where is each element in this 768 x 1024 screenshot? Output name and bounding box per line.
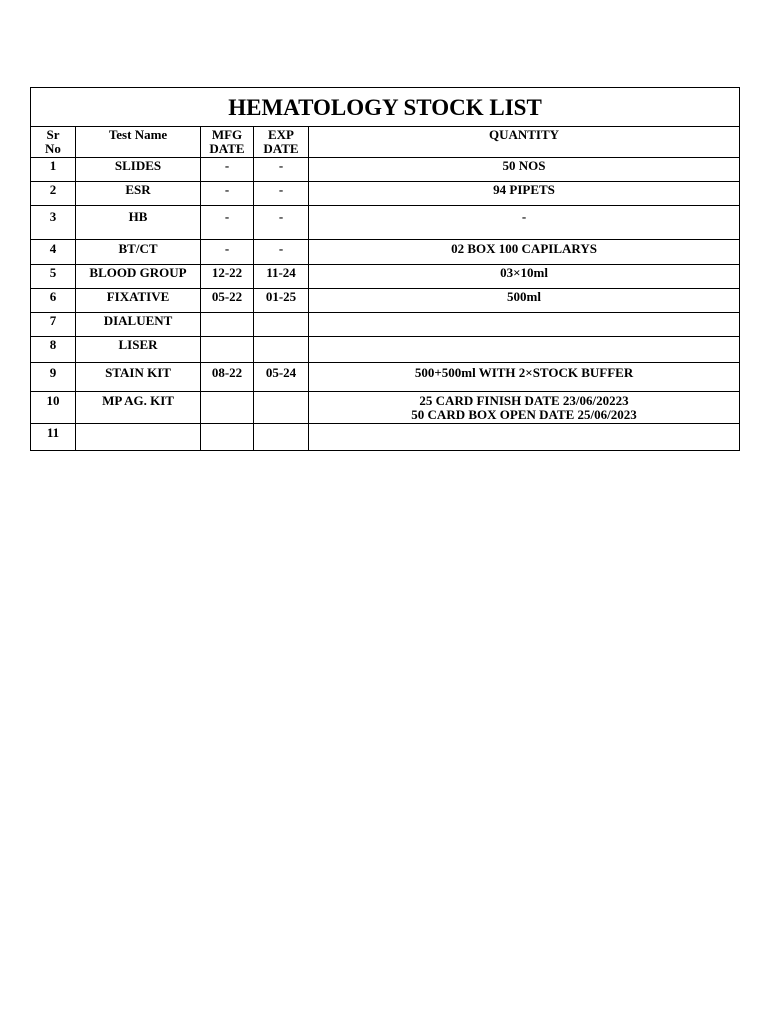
table-row [31, 206, 740, 240]
header-mfg-date [201, 127, 254, 158]
cell-exp-date [254, 337, 309, 363]
cell-exp-date: 05-24 [254, 363, 309, 392]
cell-quantity: 500+500ml WITH 2×STOCK BUFFER [309, 363, 740, 392]
table-row [31, 337, 740, 363]
cell-exp-date [254, 424, 309, 451]
cell-sr: 4 [31, 240, 76, 265]
cell-sr: 10 [31, 392, 76, 424]
quantity-line-1: 25 CARD FINISH DATE 23/06/20223 [419, 393, 629, 408]
cell-exp-date: 11-24 [254, 265, 309, 289]
cell-test-name: STAIN KIT [76, 363, 201, 392]
table-row [31, 424, 740, 451]
cell-test-name: LISER [76, 337, 201, 363]
cell-mfg-date: 12-22 [201, 265, 254, 289]
header-sr-line2: No [45, 141, 61, 156]
cell-sr: 8 [31, 337, 76, 363]
header-exp-line2: DATE [263, 141, 299, 156]
cell-quantity [309, 337, 740, 363]
header-mfg-line2: DATE [209, 141, 245, 156]
cell-exp-date [254, 313, 309, 337]
header-quantity: QUANTITY [309, 127, 740, 158]
page-title: HEMATOLOGY STOCK LIST [31, 88, 740, 127]
cell-sr: 11 [31, 424, 76, 451]
cell-exp-date: - [254, 240, 309, 265]
header-exp-line1: EXP [268, 127, 294, 142]
cell-sr: 3 [31, 206, 76, 240]
stock-table [30, 87, 740, 451]
cell-quantity: 03×10ml [309, 265, 740, 289]
cell-mfg-date: 05-22 [201, 289, 254, 313]
cell-exp-date: - [254, 206, 309, 240]
header-test-name: Test Name [76, 127, 201, 158]
cell-sr: 5 [31, 265, 76, 289]
cell-test-name: HB [76, 206, 201, 240]
table-row [31, 392, 740, 424]
cell-mfg-date: - [201, 206, 254, 240]
quantity-line-2: 50 CARD BOX OPEN DATE 25/06/2023 [411, 407, 637, 422]
table-row [31, 240, 740, 265]
header-exp-date [254, 127, 309, 158]
cell-sr: 2 [31, 182, 76, 206]
cell-mfg-date: - [201, 158, 254, 182]
stock-list-sheet [30, 87, 739, 451]
cell-test-name: FIXATIVE [76, 289, 201, 313]
cell-exp-date: 01-25 [254, 289, 309, 313]
table-row [31, 265, 740, 289]
cell-test-name: ESR [76, 182, 201, 206]
cell-exp-date: - [254, 158, 309, 182]
header-sr-line1: Sr [46, 127, 60, 142]
cell-test-name: BT/CT [76, 240, 201, 265]
table-row [31, 289, 740, 313]
cell-mfg-date [201, 392, 254, 424]
header-mfg-line1: MFG [211, 127, 243, 142]
cell-mfg-date: - [201, 240, 254, 265]
cell-quantity [309, 313, 740, 337]
cell-quantity: 02 BOX 100 CAPILARYS [309, 240, 740, 265]
cell-quantity: 50 NOS [309, 158, 740, 182]
cell-exp-date [254, 392, 309, 424]
cell-quantity [309, 392, 740, 424]
title-row [31, 88, 740, 127]
cell-sr: 6 [31, 289, 76, 313]
cell-test-name: BLOOD GROUP [76, 265, 201, 289]
cell-test-name: SLIDES [76, 158, 201, 182]
cell-sr: 9 [31, 363, 76, 392]
cell-test-name [76, 424, 201, 451]
cell-sr: 1 [31, 158, 76, 182]
cell-test-name: DIALUENT [76, 313, 201, 337]
cell-mfg-date [201, 337, 254, 363]
header-sr-no [31, 127, 76, 158]
cell-quantity: 500ml [309, 289, 740, 313]
table-row [31, 158, 740, 182]
cell-quantity: 94 PIPETS [309, 182, 740, 206]
cell-quantity: - [309, 206, 740, 240]
cell-test-name: MP AG. KIT [76, 392, 201, 424]
cell-mfg-date [201, 313, 254, 337]
table-row [31, 313, 740, 337]
cell-mfg-date [201, 424, 254, 451]
cell-mfg-date: - [201, 182, 254, 206]
cell-mfg-date: 08-22 [201, 363, 254, 392]
cell-exp-date: - [254, 182, 309, 206]
header-row [31, 127, 740, 158]
cell-sr: 7 [31, 313, 76, 337]
table-row [31, 363, 740, 392]
table-row [31, 182, 740, 206]
cell-quantity [309, 424, 740, 451]
